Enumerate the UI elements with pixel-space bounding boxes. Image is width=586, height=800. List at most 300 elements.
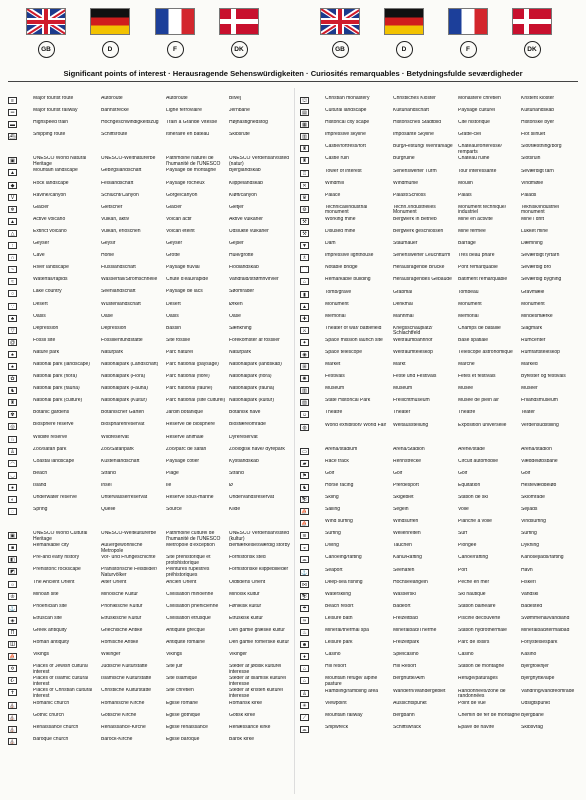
legend-label-en: The Ancient Orient (33, 579, 75, 585)
legend-label-de: Museum (393, 386, 413, 392)
sailing-icon: ⛵ (301, 509, 308, 516)
race-track-icon: ▰ (300, 460, 309, 467)
legend-label-fr: Moulin (458, 180, 473, 186)
legend-label-fr: Autoroute (166, 96, 188, 101)
legend-label-de: Schiffswrack (393, 724, 421, 730)
legend-row (300, 131, 584, 143)
legend-label-dk: Steder af jødisk kulturel interesse (229, 664, 282, 675)
legend-label-en: National park (culture) (33, 398, 83, 404)
legend-row (8, 167, 292, 179)
legend-row (300, 506, 584, 518)
legend-label-dk: Golf (521, 470, 531, 476)
legend-label-dk: Klippelandskab (229, 180, 263, 186)
museum-icon: ▥ (300, 387, 309, 394)
legend-row (300, 204, 584, 216)
legend-label-fr: Parc de loisirs (458, 640, 490, 646)
zoo-icon: ♙ (8, 448, 17, 455)
legend-label-dk: Forekomster af fossiler (229, 337, 280, 343)
legend-label-dk: Renæssance kirke (229, 724, 271, 730)
legend-label-dk: Oase (229, 313, 241, 319)
legend-label-fr: Épave de navire (458, 724, 495, 730)
diving-icon: ◒ (300, 544, 309, 551)
wildlife-icon: ♘ (8, 436, 17, 443)
legend-label-dk: Slotsruin (521, 156, 541, 162)
legend-row (8, 542, 292, 554)
legend-label-dk: Udslukte vulkaner (229, 228, 269, 234)
legend-label-en: Race track (325, 458, 349, 464)
legend-label-de: Staumauer (393, 241, 418, 247)
legend-row (300, 301, 584, 313)
legend-label-dk: Vindmølle (521, 180, 544, 186)
legend-label-en: Sailing (325, 507, 341, 513)
space-station-icon: ✦ (300, 339, 309, 346)
legend-row (8, 712, 292, 724)
legend-label-en: Castle/fortress/fort (325, 144, 366, 150)
flag-dk (512, 8, 552, 58)
legend-label-de: Barock-Kirche (101, 736, 133, 742)
legend-row (300, 530, 584, 542)
legend-label-de: Christliche Kulturstätte (101, 688, 152, 694)
disused-mine-icon: ⚒ (300, 230, 309, 237)
national-park-icon: ♠ (8, 363, 17, 370)
legend-label-fr: Monument (458, 301, 482, 307)
legend-label-en: Nature park (33, 349, 60, 355)
legend-label-fr: Glacier (166, 204, 182, 210)
legend-label-de: Vulkan, aktiv (101, 216, 130, 222)
legend-row (8, 651, 292, 663)
legend-label-dk: Slagmark (521, 325, 543, 331)
renaissance-church-icon: ⛪ (9, 726, 16, 733)
ravine-icon: V (8, 194, 17, 201)
legend-label-fr: Circuit automobile (458, 458, 499, 464)
legend-label-en: Romanic church (33, 700, 70, 706)
legend-label-dk: Gotisk kirke (229, 712, 256, 718)
underwater-icon: ◐ (8, 496, 17, 503)
legend-label-dk: Naturpark (229, 349, 251, 355)
legend-label-dk: Rumcenter (521, 337, 546, 343)
legend-label-dk: Minoisk kultur (229, 591, 260, 597)
legend-label-dk: Hule/grotte (229, 253, 254, 259)
legend-label-dk: Monument (521, 301, 545, 307)
legend-label-de: Felslandschaft (101, 180, 134, 186)
legend-label-fr: Fêtes et festivals (458, 374, 496, 380)
legend-row (300, 663, 584, 675)
legend-label-en: Etruscan site (33, 615, 62, 621)
legend-label-de: Herausragendes Gebäude (393, 277, 452, 283)
legend-label-en: Impressive skyline (325, 132, 366, 138)
legend-label-dk: Væddeløbsbane (521, 458, 558, 464)
legend-row (8, 325, 292, 337)
legend-label-en: Windmill (325, 180, 344, 186)
legend-label-en: Leisure park (325, 640, 353, 646)
legend-label-en: Baroque church (33, 736, 69, 742)
mountain-railway-icon: ⟋ (300, 714, 309, 721)
language-code-badge: D (102, 41, 119, 58)
legend-label-en: Working mine (325, 216, 356, 222)
legend-label-fr: Zoo/parc de safari (166, 446, 207, 452)
legend-label-fr: Parc national (faune) (166, 386, 213, 392)
legend-row (8, 397, 292, 409)
legend-row (300, 639, 584, 651)
fossil-icon: @ (9, 339, 16, 346)
legend-label-fr: Civilisation étrusque (166, 615, 211, 621)
jewish-icon: ✡ (8, 665, 17, 672)
river-icon: ~ (8, 266, 17, 273)
legend-label-de: Wasserfall/Stromschnelle (101, 277, 158, 283)
legend-label-de: Aussichtspunkt (393, 700, 427, 706)
legend-label-dk: Verdensudstilling (521, 422, 559, 428)
legend-label-de: Hochseeangeln (393, 579, 428, 585)
legend-label-en: Space telescope (325, 349, 362, 355)
legend-row (300, 313, 584, 325)
castle-fortress-icon: ♜ (300, 145, 309, 152)
legend-label-dk: Botanisk have (229, 410, 261, 416)
legend-label-dk: Skibsvrag (521, 724, 543, 730)
legend-label-de: Quelle (101, 507, 116, 513)
legend-row (300, 409, 584, 421)
legend-label-en: Golf (325, 470, 335, 476)
legend-row (300, 264, 584, 276)
legend-label-dk: Dæmning (521, 241, 543, 247)
ancient-orient-icon: ☼ (8, 581, 17, 588)
legend-row (8, 554, 292, 566)
cave-icon: ∩ (8, 254, 17, 261)
legend-label-de: Geysir (101, 241, 116, 247)
legend-row (300, 651, 584, 663)
legend-label-de: Weltraumteleskop (393, 349, 433, 355)
viewpoint-icon: ✳ (300, 702, 309, 709)
legend-label-de: Nationalpark (Kultur) (101, 398, 147, 404)
depression-icon: ▽ (8, 327, 17, 334)
legend-label-de: Theater (393, 410, 411, 416)
legend-label-de: Alter Orient (101, 579, 127, 585)
oasis-icon: ♣ (8, 315, 17, 322)
legend-label-dk: Svømmehal/vandland (521, 615, 570, 621)
legend-label-dk: Vindsurfing (521, 519, 546, 525)
arena-icon: ▭ (300, 448, 309, 455)
legend-label-fr: Arène/stade (458, 446, 485, 452)
legend-label-dk: Rumfartsteleskop (521, 349, 560, 355)
legend-label-en: Highspeed train (33, 120, 69, 126)
legend-label-fr: Antiquité romaine (166, 640, 205, 646)
legend-label-dk: Vandfald/strømhvirvler (229, 277, 279, 283)
legend-label-dk: Fiskeri (521, 579, 536, 585)
legend-label-fr: Antiquité grecque (166, 627, 205, 633)
legend-label-en: Renaissance church (33, 724, 79, 730)
seaport-icon: ⚓ (301, 569, 308, 576)
legend-row (300, 240, 584, 252)
legend-label-dk: Kilde (229, 507, 241, 513)
market-icon: ⊞ (300, 363, 309, 370)
legend-label-fr: Patrimoine culturel de l'humanité de l'UNESCO (166, 531, 221, 542)
legend-label-dk: Bilvej (229, 96, 241, 101)
legend-label-fr: Paysage de lacs (166, 289, 203, 295)
legend-label-de: Nationalpark (Flora) (101, 374, 146, 380)
legend-label-fr: Station balnéaire (458, 603, 496, 609)
legend-label-de: Jüdische Kulturstätte (101, 664, 148, 670)
legend-row (300, 325, 584, 337)
legend-label-de: Autoroute (101, 96, 123, 101)
legend-label-en: Tower of interest (325, 168, 362, 174)
legend-label-dk: Kasino (521, 652, 537, 658)
legend-label-fr: Réserve sous-marine (166, 495, 214, 500)
legend-label-de: Depression (101, 325, 127, 331)
legend-label-fr: Parc national (flore) (166, 374, 210, 380)
legend-label-dk: Vandring/vandreområde (521, 688, 575, 694)
skiing-icon: ⛷ (301, 497, 308, 503)
legend-label-de: Minoische Kultur (101, 591, 138, 597)
legend-label-fr: Station hydrothermale (458, 628, 507, 634)
telescope-icon: ◉ (300, 351, 309, 358)
legend-label-de: Berghütte/Alm (393, 676, 425, 682)
legend-label-fr: Paysage côtier (166, 458, 200, 464)
section-gap (8, 518, 292, 530)
legend-label-de: Oase (101, 313, 113, 319)
legend-label-fr: Barrage (458, 241, 476, 247)
legend-label-en: Places of Christian cultural interest (33, 688, 93, 699)
horse-racing-icon: ♞ (300, 484, 309, 491)
legend-label-en: Diving (325, 543, 339, 549)
flag-fr-icon (448, 8, 488, 35)
legend-label-de: Freizeitpark (393, 640, 420, 646)
legend-label-en: Cultural landscape (325, 108, 367, 114)
legend-row (300, 627, 584, 639)
legend-label-dk: Søområder (229, 289, 255, 295)
legend-label-de: Wikinger (101, 652, 121, 658)
flag-uk-icon (320, 8, 360, 35)
legend-label-fr: Parc national (site culturel) (166, 398, 226, 404)
legend-label-de: Zoo/Safaripark (101, 446, 134, 452)
legend-label-fr: Tour intéressante (458, 168, 497, 174)
legend-label-dk: Skibsrute (229, 132, 250, 138)
memorial-icon: ✚ (300, 315, 309, 322)
legend-label-fr: Ligne ferroviaire (166, 108, 202, 114)
legend-label-dk: Romansk kirke (229, 700, 263, 706)
legend-label-fr: Mine en activité (458, 216, 493, 222)
legend-label-dk: Kanosejlads/rafting (521, 555, 564, 561)
legend-label-fr: Théâtre (458, 410, 476, 416)
legend-row (8, 361, 292, 373)
legend-label-fr: Civilisation minoenne (166, 591, 214, 597)
legend-label-de: Schiffsroute (101, 132, 128, 138)
legend-label-en: Theatre (325, 410, 343, 416)
legend-row (300, 422, 584, 434)
legend-label-en: River landscape (33, 265, 69, 271)
legend-label-de: Weltraumbahnhof (393, 337, 433, 343)
monastery-icon: ⛫ (300, 97, 309, 104)
legend-row (300, 458, 584, 470)
legend-label-fr: Château ruiné (458, 156, 490, 162)
technical-monument-icon: ⚙ (300, 206, 309, 213)
legend-label-dk: Nationalpark (flora) (229, 374, 272, 380)
legend-row (8, 119, 292, 131)
legend-label-fr: Canoë/rafting (458, 555, 489, 561)
legend-row (8, 687, 292, 699)
extinct-volcano-icon: △ (8, 230, 17, 237)
legend-row (8, 252, 292, 264)
legend-label-en: National park (flora) (33, 374, 77, 380)
legend-row (8, 276, 292, 288)
legend-label-fr: Réserve de biosphère (166, 422, 215, 428)
legend-label-fr: Chemin de fer de montagne (458, 712, 520, 718)
legend-label-de: Techn./Industrielles Monument (393, 204, 436, 216)
legend-label-en: Pre-and early history (33, 555, 80, 561)
legend-label-de: Küstenlandschaft (101, 458, 140, 464)
legend-row (8, 482, 292, 494)
unesco-cultural-icon: ▣ (8, 532, 17, 539)
legend-row (300, 518, 584, 530)
canoeing-icon: ⌓ (300, 556, 309, 563)
legend-label-fr: Parc national (paysage) (166, 361, 219, 367)
legend-label-dk: Zoologisk have/ dyrepark (229, 446, 285, 452)
legend-label-en: Desert (33, 301, 48, 307)
mountain-refuge-icon: ⌂ (300, 677, 309, 684)
legend-label-fr: Station de montagne (458, 664, 505, 670)
legend-label-dk: Sænkning (229, 325, 252, 331)
legend-row (8, 639, 292, 651)
legend-row (8, 131, 292, 143)
leisure-park-icon: ☻ (301, 642, 308, 649)
legend-label-fr: Train à Grande Vitesse (166, 120, 218, 126)
national-park-fauna-icon: ♞ (8, 387, 17, 394)
legend-label-de: Kulturlandschaft (393, 108, 429, 114)
legend-label-fr: Plongée (458, 543, 477, 549)
legend-label-fr: Jardin botanique (166, 410, 203, 416)
legend-label-en: Castle ruin (325, 156, 349, 162)
legend-label-de: Rennstrecke (393, 458, 422, 464)
spring-icon: ◌ (8, 508, 17, 515)
flag-de-icon (384, 8, 424, 35)
botanic-garden-icon: ✾ (8, 411, 17, 418)
legend-label-de: Gebirgslandschaft (101, 168, 142, 174)
legend-label-fr: Métropole d'exception (166, 543, 215, 549)
legend-label-dk: Forhistoriske klippebilleder (229, 567, 289, 573)
legend-label-fr: Très beau phare (458, 253, 495, 259)
legend-label-fr: Gorge/canyon (166, 192, 198, 198)
legend-label-fr: Réserve animale (166, 434, 204, 440)
rock-scenery-icon: ◩ (8, 568, 17, 575)
legend-label-en: Waterskiing (325, 591, 351, 597)
legend-label-en: Botanic gardens (33, 410, 70, 416)
baroque-church-icon: ⛪ (9, 738, 16, 745)
lake-icon: ○ (8, 290, 17, 297)
legend-label-fr: Équitation (458, 482, 481, 488)
legend-row (8, 736, 292, 748)
deep-sea-fishing-icon: ⋈ (302, 581, 307, 588)
legend-label-fr: Peintures rupestres préhistoriques (166, 567, 210, 578)
legend-row (300, 712, 584, 724)
leisure-bath-icon: ≃ (300, 617, 309, 624)
legend-label-en: Major tourist route (33, 96, 74, 101)
unesco-natural-icon: ▣ (8, 157, 17, 164)
festival-icon: ✺ (300, 375, 309, 382)
legend-label-dk: Den gamle romerske kultur (229, 640, 290, 646)
legend-label-en: Historical city scape (325, 120, 370, 126)
legend-row (300, 95, 584, 107)
flag-d (90, 8, 130, 58)
legend-label-en: Space mission launch site (325, 337, 383, 343)
cultural-landscape-icon: ▤ (300, 109, 309, 116)
legend-row (300, 168, 584, 180)
legend-label-de: Historisches Stadtbild (393, 120, 442, 126)
legend-row (8, 95, 292, 107)
legend-label-fr: Site fossile (166, 337, 191, 343)
legend-row (8, 349, 292, 361)
legend-label-dk: Barok kirke (229, 736, 255, 742)
legend-label-de: Bergwerk in Betrieb (393, 216, 437, 222)
legend-label-fr: Désert (166, 301, 181, 307)
legend-row (300, 373, 584, 385)
legend-label-dk: Nationalpark (kultur) (229, 398, 275, 404)
legend-label-dk: Biosfæreområde (229, 422, 266, 428)
legend-label-fr: Parc naturel (166, 349, 193, 355)
legend-label-en: Beach (33, 470, 48, 476)
legend-label-en: Deep-sea fishing (325, 579, 363, 585)
legend-label-de: Etruskische Kultur (101, 615, 142, 621)
legend-label-dk: Kystlandskab (229, 458, 259, 464)
working-mine-icon: ⚒ (300, 218, 309, 225)
legend-row (8, 530, 292, 542)
language-code-badge: GB (38, 41, 55, 58)
casino-icon: ♦ (300, 653, 309, 660)
legend-label-de: Golf (393, 470, 403, 476)
geyser-icon: ↑ (8, 242, 17, 249)
highspeed-train-icon: ▬ (10, 122, 15, 129)
legend-label-dk: Historiske byer (521, 120, 555, 126)
legend-label-de: Spielcasino (393, 652, 419, 658)
legend-row (300, 567, 584, 579)
legend-label-en: Viewpoint (325, 700, 347, 706)
legend-label-fr: Palais (458, 192, 472, 198)
legend-label-en: National park (fauna) (33, 386, 80, 392)
legend-label-en: Biosphere reserve (33, 422, 74, 428)
legend-label-fr: Musée (458, 386, 474, 392)
legend-label-en: Fossil site (33, 337, 56, 343)
legend-row (8, 458, 292, 470)
tomb-icon: ▮ (300, 291, 309, 298)
legend-label-de: Islamische Kulturstätte (101, 676, 152, 682)
legend-row (300, 579, 584, 591)
legend-row (300, 494, 584, 506)
open-air-museum-icon: ▨ (300, 399, 309, 406)
legend-label-dk: Byfester og festivals (521, 374, 566, 380)
biosphere-icon: ◎ (8, 423, 17, 430)
legend-row (8, 675, 292, 687)
legend-label-en: Mineral/thermal spa (325, 628, 369, 634)
legend-label-fr: Paysage culturel (458, 108, 495, 114)
legend-label-de: Freilichtmuseum (393, 398, 430, 404)
legend-label-fr: Bassin (166, 325, 182, 331)
legend-label-en: Tomb/grave (325, 289, 352, 295)
national-park-flora-icon: ✿ (8, 375, 17, 382)
legend-label-de: Kanu/Rafting (393, 555, 422, 561)
legend-label-de: Mahnmal (393, 313, 414, 319)
legend-label-de: Hill Resort (393, 664, 417, 670)
legend-row (300, 542, 584, 554)
legend-label-dk: Forlystelsespark (521, 640, 558, 646)
legend-label-dk: Ørken (229, 301, 243, 307)
legend-label-en: Festivals (325, 374, 345, 380)
legend-label-de: Römische Antike (101, 640, 139, 646)
legend-label-fr: Site chrétien (166, 688, 194, 694)
legend-label-de: Romanische Kirche (101, 700, 145, 706)
legend-row (8, 155, 292, 167)
legend-row (300, 615, 584, 627)
legend-label-dk: Mindesmærke (521, 313, 553, 319)
legend-label-de: Burgruine (393, 156, 415, 162)
monument-icon: ▲ (300, 303, 309, 310)
castle-ruin-icon: ♜ (300, 157, 309, 164)
